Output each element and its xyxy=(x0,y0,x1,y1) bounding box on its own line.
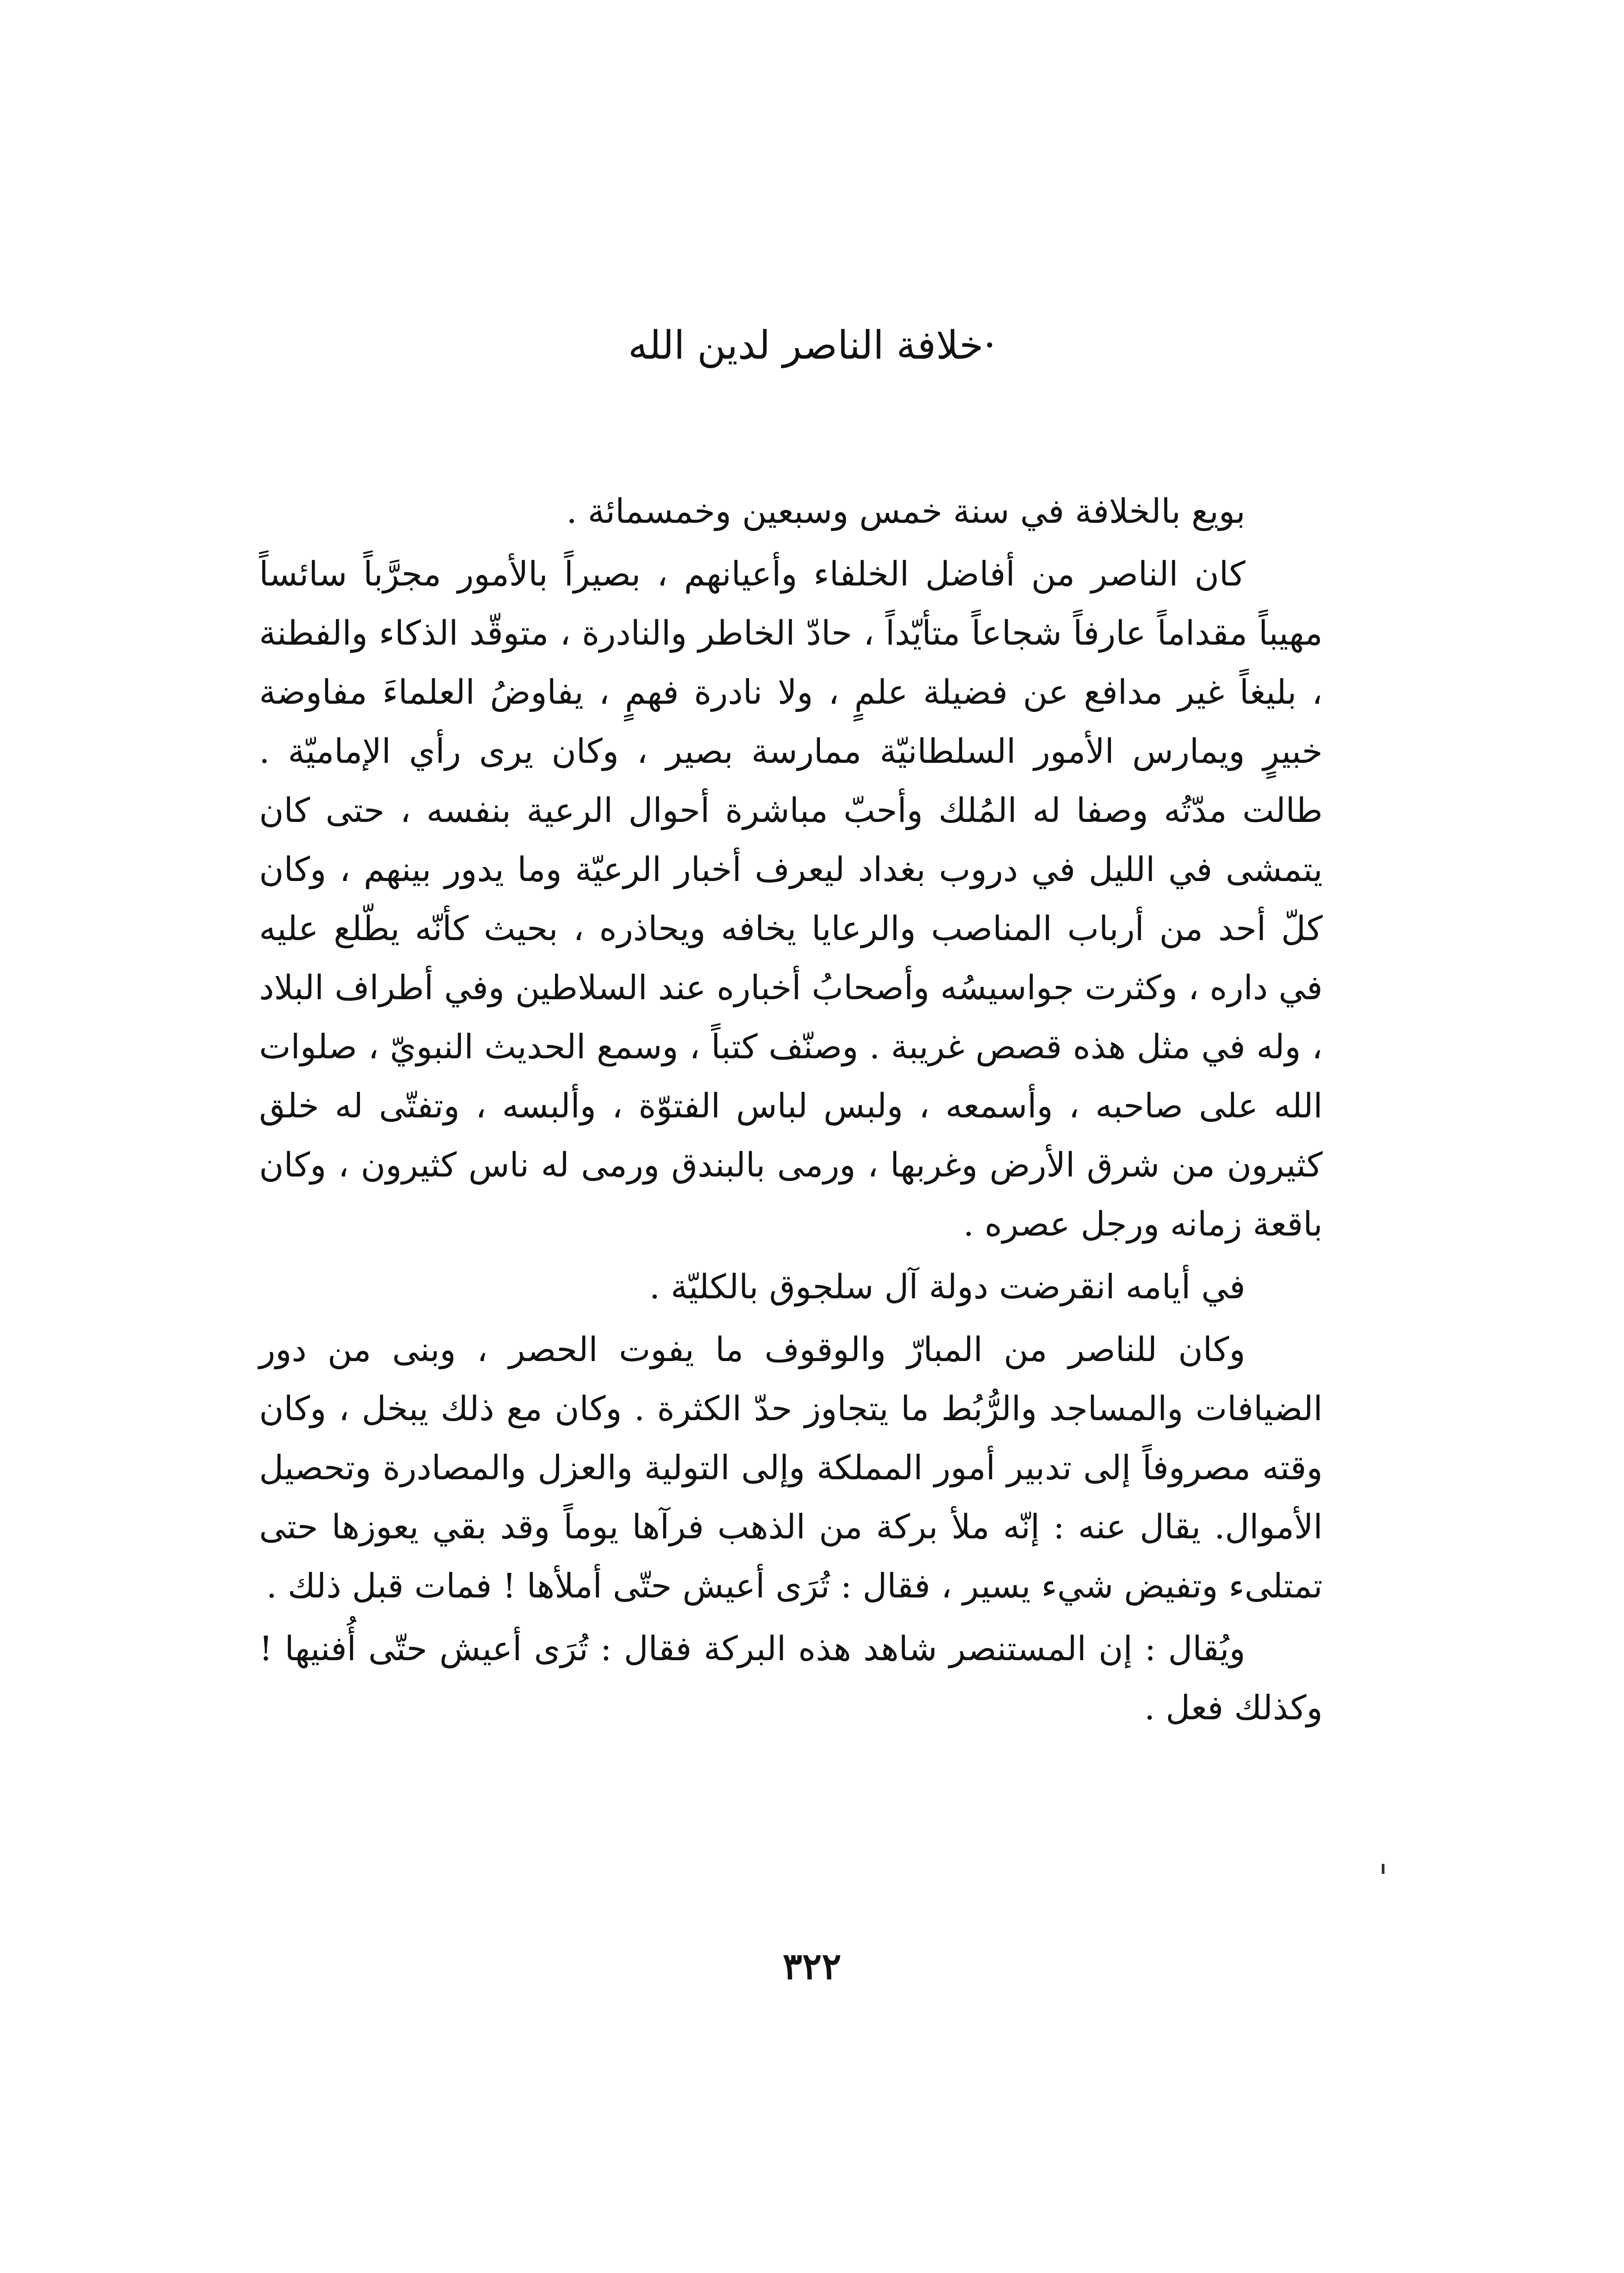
paragraph-mustansir: ويُقال : إن المستنصر شاهد هذه البركة فقال : تُرَى أعيش حتّى أُفنيها ! وكذلك فعل . xyxy=(259,1629,1323,1727)
margin-mark xyxy=(1382,1864,1384,1874)
paragraph-allegiance: بويع بالخلافة في سنة خمس وسبعين وخمسمائة . xyxy=(566,492,1245,531)
page-number: ٣٢٢ xyxy=(783,1945,841,1988)
paragraph-character: كان الناصر من أفاضل الخلفاء وأعيانهم ، بصيراً بالأمور مجرَّباً سائساً مهيباً مقداماً عارفاً شجاعاً متأيّداً ، حادّ الخاطر والنادرة ، متوقّد الذكاء والفطنة ، بليغاً غير مدافع عن فضيلة علمٍ ، ولا نادرة فهمٍ ، يفاوضُ العلماءَ مفاوضة خبيرٍ ويمارس الأمور السلطانيّة ممارسة بصير ، وكان يرى رأي الإماميّة . طالت مدّتُه وصفا له المُلك وأحبّ مباشرة أحوال الرعية بنفسه ، حتى كان يتمشى في الليل في دروب بغداد ليعرف أخبار الرعيّة وما يدور بينهم ، وكان كلّ أحد من أرباب المناصب والرعايا يخافه ويحاذره ، بحيث كأنّه يطّلع عليه في داره ، وكثرت جواسيسُه وأصحابُ أخباره عند السلاطين وفي أطراف البلاد ، وله في مثل هذه قصص غريبة . وصنّف كتباً ، وسمع الحديث النبويّ ، صلوات الله على صاحبه ، وأسمعه ، ولبس لباس الفتوّة ، وألبسه ، وتفتّى له خلق كثيرون من شرق الأرض وغربها ، ورمى بالبندق ورمى له ناس كثيرون ، وكان باقعة زمانه ورجل عصره . xyxy=(259,555,1323,1244)
paragraph-seljuk: في أيامه انقرضت دولة آل سلجوق بالكليّة . xyxy=(649,1267,1245,1307)
paragraph-charity: وكان للناصر من المبارّ والوقوف ما يفوت الحصر ، وبنى من دور الضيافات والمساجد والرُّبُط ما يتجاوز حدّ الكثرة . وكان مع ذلك يبخل ، وكان وقته مصروفاً إلى تدبير أمور المملكة وإلى التولية والعزل والمصادرة وتحصيل الأموال. يقال عنه : إنّه ملأ بركة من الذهب فرآها يوماً وقد بقي يعوزها حتى تمتلىء وتفيض شيء يسير ، فقال : تُرَى أعيش حتّى أملأها ! فمات قبل ذلك . xyxy=(259,1330,1323,1606)
chapter-title: ·خلافة الناصر لدين الله xyxy=(628,323,996,368)
body-text xyxy=(259,482,1323,1737)
